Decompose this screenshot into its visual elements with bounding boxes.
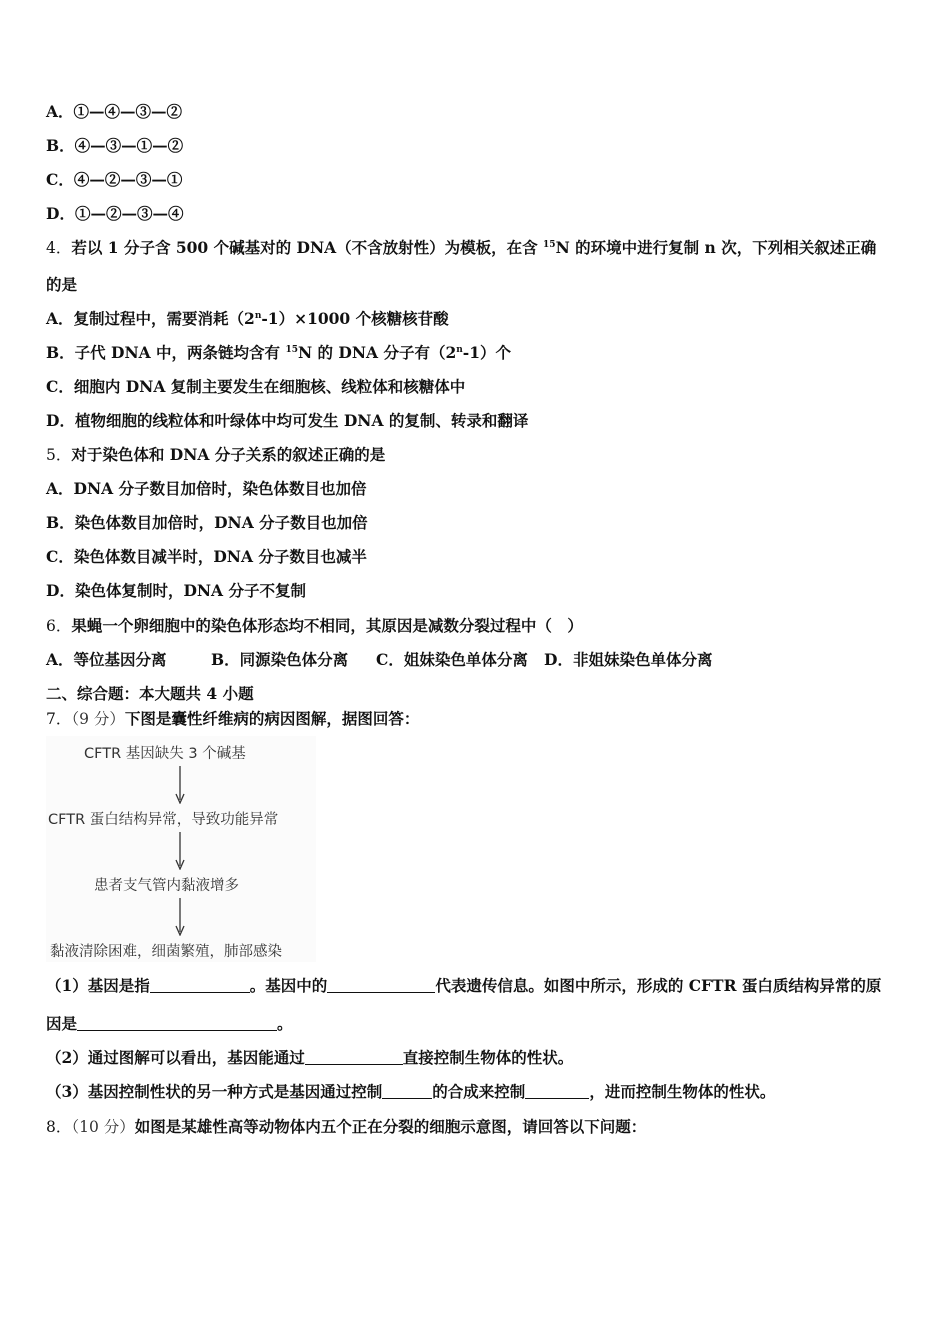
q6-option-c: C．姐妹染色单体分离 [376,650,528,669]
q4-option-b: B．子代 DNA 中，两条链均含有 $^{15}$N 的 DNA 分子有（2$^n$-1）个 [46,343,512,362]
answer-blank[interactable] [305,1050,403,1065]
answer-blank[interactable] [382,1084,432,1099]
q6-options [46,650,712,670]
q4-stem: 4．若以 1 分子含 500 个碱基对的 DNA（不含放射性）为模板，在含 $^{15}$N 的环境中进行复制 n 次，下列相关叙述正确 [46,238,877,257]
q3-option-b: B．④—③—①—② [46,136,184,155]
down-arrow-icon [173,832,187,870]
q6-stem: 6．果蝇一个卵细胞中的染色体形态均不相同，其原因是减数分裂过程中（ ） [46,616,583,635]
q5-option-c: C．染色体数目减半时，DNA 分子数目也减半 [46,547,367,566]
q5-option-a: A．DNA 分子数目加倍时，染色体数目也加倍 [46,479,367,498]
answer-blank[interactable] [77,1016,277,1031]
q8-stem: 8．（10 分）如图是某雄性高等动物体内五个正在分裂的细胞示意图，请回答以下问题： [46,1117,647,1136]
q7-sub3: （3）基因控制性状的另一种方式是基因通过控制 的合成来控制 ，进而控制生物体的性状。 [46,1082,776,1101]
q5-option-d: D．染色体复制时，DNA 分子不复制 [46,581,306,600]
q7-stem: 7．（9 分）下图是囊性纤维病的病因图解，据图回答： [46,709,420,728]
q4-option-a: A．复制过程中，需要消耗$(2^n-1)\times 1000$ 个核糖核苷酸 [46,309,449,328]
q6-option-a: A．等位基因分离 [46,650,167,669]
q7-sub1: （1）基因是指 。基因中的 代表遗传信息。如图中所示，形成的 CFTR 蛋白质结构异常的原 [46,976,882,995]
q4-option-d: D．植物细胞的线粒体和叶绿体中均可发生 DNA 的复制、转录和翻译 [46,411,529,430]
q7-sub2: （2）通过图解可以看出，基因能通过 直接控制生物体的性状。 [46,1048,574,1067]
q3-option-a: A．①—④—③—② [46,102,183,121]
flow-step-1: CFTR 基因缺失 3 个碱基 [84,746,246,762]
answer-blank[interactable] [525,1084,589,1099]
down-arrow-icon [173,898,187,936]
q7-sub1-cont: 因是 。 [46,1014,293,1033]
q3-option-c: C．④—②—③—① [46,170,183,189]
q3-option-d: D．①—②—③—④ [46,204,184,223]
q6-option-d: D．非姐妹染色单体分离 [544,650,713,669]
down-arrow-icon [173,766,187,804]
answer-blank[interactable] [327,978,435,993]
section-heading: 二、综合题：本大题共 4 小题 [46,684,254,703]
flow-step-2: CFTR 蛋白结构异常，导致功能异常 [48,812,279,828]
q5-stem: 5．对于染色体和 DNA 分子关系的叙述正确的是 [46,445,386,464]
flow-step-3: 患者支气管内黏液增多 [94,878,239,894]
q4-stem-cont: 的是 [46,275,78,294]
q6-option-b: B．同源染色体分离 [211,650,349,669]
cftr-flowchart [46,736,316,962]
q5-option-b: B．染色体数目加倍时，DNA 分子数目也加倍 [46,513,368,532]
flow-step-4: 黏液清除困难，细菌繁殖，肺部感染 [50,944,282,960]
q4-option-c: C．细胞内 DNA 复制主要发生在细胞核、线粒体和核糖体中 [46,377,466,396]
answer-blank[interactable] [150,978,250,993]
